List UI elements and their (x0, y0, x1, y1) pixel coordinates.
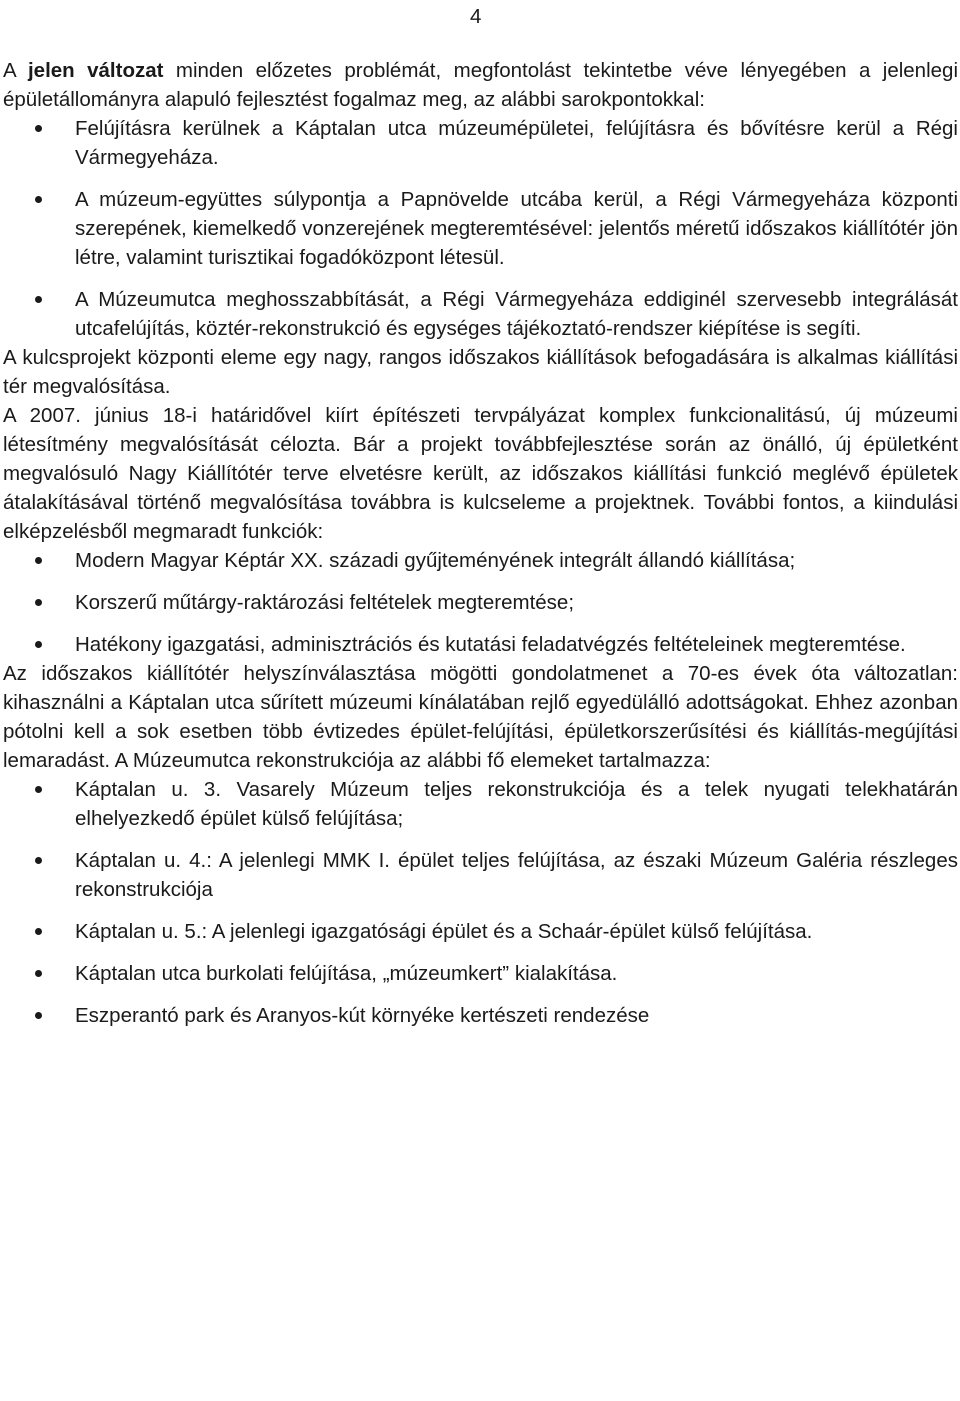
bullet-icon (35, 557, 42, 564)
bullet-icon (35, 125, 42, 132)
bullet-icon (35, 928, 42, 935)
list-item: Káptalan u. 4.: A jelenlegi MMK I. épület teljes felújítása, az északi Múzeum Galéria részleges rekonstrukciója (3, 846, 958, 904)
intro-bold: jelen változat (27, 59, 164, 82)
list-item: Hatékony igazgatási, adminisztrációs és kutatási feladatvégzés feltételeinek megteremtése. (3, 630, 958, 659)
list-item: A múzeum-együttes súlypontja a Papnövelde utcába kerül, a Régi Vármegyeháza központi szerepének, kiemelkedő vonzerejének megteremtésével: jelentős méretű időszakos kiállítótér jön létre, valamint turisztikai fogadóközpont létesül. (3, 185, 958, 272)
paragraph-competition: A 2007. június 18-i határidővel kiírt építészeti tervpályázat komplex funkcionalitású, új múzeumi létesítmény megvalósítását célozta. Bár a projekt továbbfejlesztése során az önálló, új épületként megvalósuló Nagy Kiállítótér terve elvetésre került, az időszakos kiállítási funkció meglévő épületek átalakításával történő megvalósítása továbbra is kulcseleme a projektnek. További fontos, a kiindulási elképzelésből megmaradt funkciók: (3, 404, 958, 543)
bullet-icon (35, 857, 42, 864)
intro-rest: minden előzetes problémát, megfontolást tekintetbe véve lényegében a jelenlegi épületállományra alapuló fejlesztést fogalmaz meg, az alábbi sarokpontokkal: (3, 59, 958, 111)
intro-prefix: A (3, 59, 28, 82)
bullet-list-3 (3, 775, 958, 1030)
list-item: Modern Magyar Képtár XX. századi gyűjteményének integrált állandó kiállítása; (3, 546, 958, 575)
list-item: Korszerű műtárgy-raktározási feltételek megteremtése; (3, 588, 958, 617)
paragraph-exhibition-site: Az időszakos kiállítótér helyszínválasztása mögötti gondolatmenet a 70-es évek óta változatlan: kihasználni a Káptalan utca sűrített múzeumi kínálatában rejlő egyedülálló adottságokat. Ehhez azonban pótolni kell a sok esetben több évtizedes épület-felújítási, épületkorszerűsítési és kiállítás-megújítási lemaradást. A Múzeumutca rekonstrukciója az alábbi fő elemeket tartalmazza: (3, 662, 958, 772)
bullet-list-1 (3, 114, 958, 343)
bullet-icon (35, 786, 42, 793)
bullet-icon (35, 599, 42, 606)
document-body (3, 56, 958, 1030)
bullet-icon (35, 1012, 42, 1019)
list-item: A Múzeumutca meghosszabbítását, a Régi Vármegyeháza eddiginél szervesebb integrálását utcafelújítás, köztér-rekonstrukció és egységes tájékoztató-rendszer kiépítése is segíti. (3, 285, 958, 343)
list-item: Felújításra kerülnek a Káptalan utca múzeumépületei, felújításra és bővítésre kerül a Régi Vármegyeháza. (3, 114, 958, 172)
page-number: 4 (470, 5, 482, 28)
list-item: Káptalan u. 3. Vasarely Múzeum teljes rekonstrukciója és a telek nyugati telekhatárán elhelyezkedő épület külső felújítása; (3, 775, 958, 833)
bullet-list-2 (3, 546, 958, 659)
bullet-icon (35, 196, 42, 203)
bullet-icon (35, 296, 42, 303)
paragraph-key-project: A kulcsprojekt központi eleme egy nagy, rangos időszakos kiállítások befogadására is alkalmas kiállítási tér megvalósítása. (3, 346, 958, 398)
list-item: Káptalan u. 5.: A jelenlegi igazgatósági épület és a Schaár-épület külső felújítása. (3, 917, 958, 946)
bullet-icon (35, 970, 42, 977)
list-item: Eszperantó park és Aranyos-kút környéke kertészeti rendezése (3, 1001, 958, 1030)
list-item: Káptalan utca burkolati felújítása, „múzeumkert” kialakítása. (3, 959, 958, 988)
bullet-icon (35, 641, 42, 648)
intro-paragraph (3, 56, 958, 114)
